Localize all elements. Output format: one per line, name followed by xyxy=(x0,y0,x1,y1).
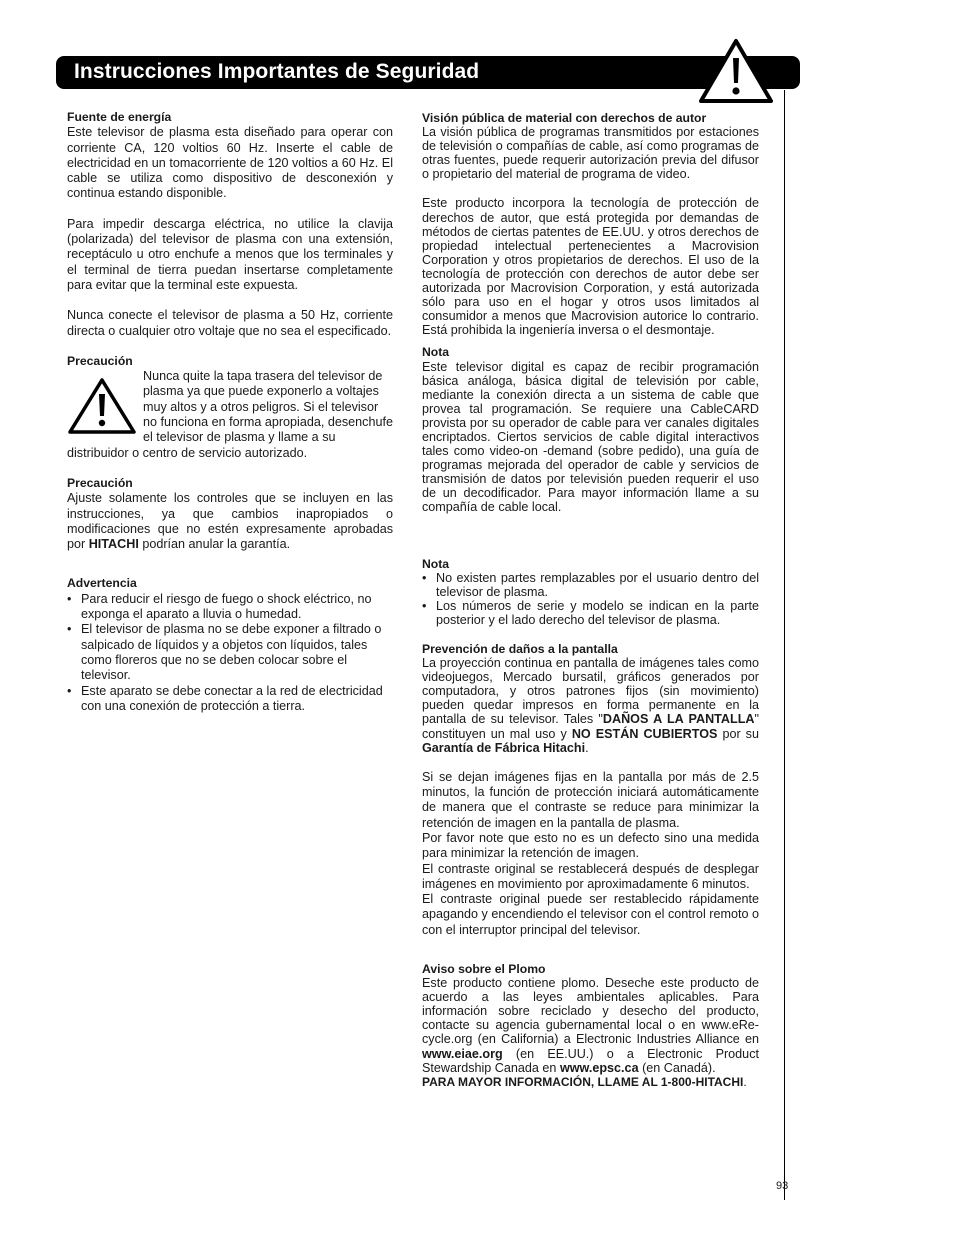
vision-paragraph-1: La visión pública de programas transmitidos por estaciones de televisión o compañías de cable, así como programas de otras fuentes, puede requerir autorización previa del difusor o propietario del material de programa de video. xyxy=(422,125,759,182)
fuente-heading: Fuente de energía xyxy=(67,110,172,124)
list-item: • No existen partes remplazables por el usuario dentro del televisor de plasma. xyxy=(422,571,759,599)
fijas-paragraph-3: El contraste original se restablecerá después de desplegar imágenes en movimiento por aproximadamente 6 minutos. xyxy=(422,861,759,891)
epsc-link: www.epsc.ca xyxy=(559,1060,639,1075)
title-bar xyxy=(56,56,800,89)
vision-heading: Visión pública de material con derechos de autor xyxy=(422,111,707,125)
advertencia-heading: Advertencia xyxy=(67,576,137,591)
nota-heading-2: Nota xyxy=(422,556,450,571)
fijas-paragraph-2: Por favor note que esto no es un defecto sino una medida para minimizar la retención de imagen. xyxy=(422,830,759,861)
column-rule xyxy=(784,90,785,1200)
right-column xyxy=(422,111,759,1089)
plomo-heading: Aviso sobre el Plomo xyxy=(422,962,546,977)
prevencion-heading: Prevención de daños a la pantalla xyxy=(422,642,618,656)
plomo-text: Este producto contiene plomo. Deseche este producto de acuerdo a las leyes ambientales aplicables. Para información sobre reciclado y desecho del producto, contacte su agencia gubernamental local o en www.eRe-cycle.org (en California) a Electronic Industries Alliance en www.eiae.org (en EE.UU.) o a Electronic Product Stewardship Canada en www.epsc.ca (en Canadá). xyxy=(422,976,759,1075)
prevencion-text: La proyección continua en pantalla de imágenes tales como videojuegos, Mercado bursatil, gráficos generados por computadora, y otros patrones fijos (sin movimiento) pueden quedar impresos en forma permanente en la pantalla de su televisor. Tales "DAÑOS A LA PANTALLA" constituyen un mal uso y NO ESTÁN CUBIERTOS por su Garantía de Fábrica Hitachi. xyxy=(422,656,759,755)
page-title: Instrucciones Importantes de Seguridad xyxy=(74,60,480,83)
precaucion-heading-2: Precaución xyxy=(67,475,133,490)
warning-triangle-icon xyxy=(67,377,137,435)
list-item: • Los números de serie y modelo se indican en la parte posterior y el lado derecho del televisor de plasma. xyxy=(422,599,759,627)
left-column xyxy=(67,110,393,714)
page-number: 93 xyxy=(776,1180,789,1192)
plomo-call: PARA MAYOR INFORMACIÓN, LLAME AL 1-800-HITACHI. xyxy=(422,1074,747,1089)
precaucion-text-2: Ajuste solamente los controles que se incluyen en las instrucciones, ya que cambios inapropiados o modificaciones que no estén expresamente aprobadas por HITACHI podrían anular la garantía. xyxy=(67,491,393,552)
fijas-paragraph-4: El contraste original puede ser restablecido rápidamente apagando y encendiendo el televisor con el control remoto o con el interruptor principal del televisor. xyxy=(422,892,759,937)
list-item: • El televisor de plasma no se debe exponer a filtrado o salpicado de líquidos y a objetos con líquidos, tales como floreros que no se deben colocar sobre el televisor. xyxy=(67,622,399,683)
eiae-link: www.eiae.org xyxy=(422,1046,503,1061)
fuente-paragraph-3: Nunca conecte el televisor de plasma a 50 Hz, corriente directa o cualquier otro voltaje que no sea el especificado. xyxy=(67,308,393,338)
list-item: • Para reducir el riesgo de fuego o shock eléctrico, no exponga el aparato a lluvia o humedad. xyxy=(67,592,399,623)
advertencia-list xyxy=(67,592,399,714)
list-item: • Este aparato se debe conectar a la red de electricidad con una conexión de protección a tierra. xyxy=(67,684,399,715)
nota-list xyxy=(422,571,759,627)
vision-paragraph-2: Este producto incorpora la tecnología de protección de derechos de autor, que está protegida por demandas de métodos de ciertas patentes de EE.UU. y otros derechos de propiedad intelectual pertenecientes a Macrovision Corporation y otros propietarios de derechos. El uso de la tecnología de protección con derechos de autor debe ser autorizada por Macrovision Corporation, y está autorizada sólo para uso en el hogar y otros usos limitados al consumidor a menos que Macrovision autorice lo contrario. Está prohibida la ingeniería inversa o el desmontaje. xyxy=(422,196,759,338)
nota-text-1: Este televisor digital es capaz de recibir programación básica análoga, básica digital de televisión por cable, mediante la conexión directa a un sistema de cable que provea tal programación. Se requiere una CableCARD provista por su operador de cable para ver canales digitales encriptados. Ciertos servicios de cable digital interactivos tales como video-on -demand (sobre pedido), una guía de programas mejorada del operador de cable y servicios de transmisión de datos por televisión pueden requerir el uso de un decodificador. Para mayor información llame a su compañía de cable local. xyxy=(422,359,759,515)
brand-name: HITACHI xyxy=(88,537,139,552)
fuente-paragraph-2: Para impedir descarga eléctrica, no utilice la clavija (polarizada) del televisor de plasma con una extensión, receptáculo u otro enchufe a menos que los terminales y el terminal de tierra puedan insertarse completamente para evitar que la terminal este expuesta. xyxy=(67,216,393,292)
warning-triangle-icon xyxy=(698,38,774,104)
precaucion-text-1: Nunca quite la tapa trasera del televisor de plasma ya que puede exponerlo a voltajes muy altos y a otros peligros. Si el televisor no funciona en forma apropiada, desenchufe el televisor de plasma y llame a su distribuidor o centro de servicio autorizado. xyxy=(67,369,393,460)
fijas-paragraph-1: Si se dejan imágenes fijas en la pantalla por más de 2.5 minutos, la función de protección iniciará automáticamente de manera que el contraste se reduce para minimizar la retención de imagen en la pantalla de plasma. xyxy=(422,769,759,830)
nota-heading-1: Nota xyxy=(422,345,450,360)
precaucion-heading-1: Precaución xyxy=(67,353,133,368)
fuente-paragraph-1: Este televisor de plasma esta diseñado para operar con corriente CA, 120 voltios 60 Hz. Inserte el cable de electricidad en un tomacorriente de 120 voltios a 60 Hz. El cable se utiliza como dispositivo de desconexión y continua estando disponible. xyxy=(67,125,393,201)
precaucion-block xyxy=(67,369,393,461)
